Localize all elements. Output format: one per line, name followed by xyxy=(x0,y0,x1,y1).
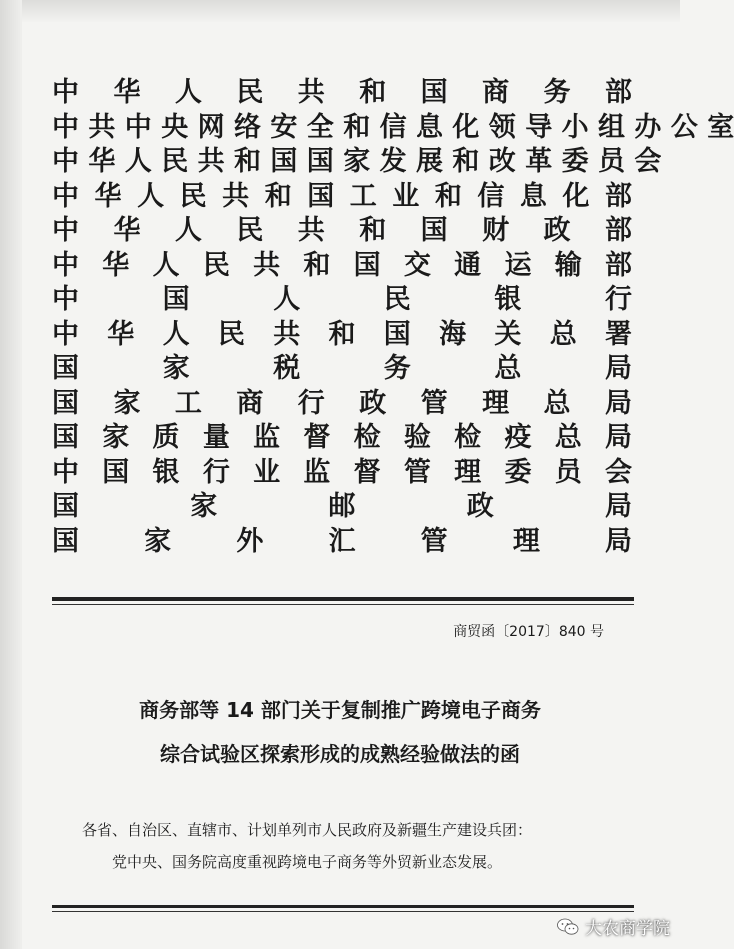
document-title-line-1: 商务部等 14 部门关于复制推广跨境电子商务 xyxy=(139,698,541,722)
document-number: 商贸函〔2017〕840 号 xyxy=(453,624,604,640)
issuing-authorities xyxy=(52,76,734,559)
salutation: 各省、自治区、直辖市、计划单列市人民政府及新疆生产建设兵团： xyxy=(82,821,533,839)
issuer-line: 国 家 外 汇 管 理 局 xyxy=(52,525,632,557)
issuer-line: 中 国 银 行 业 监 督 管 理 委 员 会 xyxy=(52,456,632,488)
header-rule-thick xyxy=(52,597,634,601)
footer-rule-thin xyxy=(52,911,634,912)
issuer-line: 中 共 中 央 网 络 安 全 和 信 息 化 领 导 小 组 办 公 室 xyxy=(52,111,734,143)
issuer-line: 国 家 税 务 总 局 xyxy=(52,353,632,384)
body-paragraph-1: 党中央、国务院高度重视跨境电子商务等外贸新业态发展。 xyxy=(112,853,503,871)
issuer-line: 中 华 人 民 共 和 国 交 通 运 输 部 xyxy=(52,249,632,281)
issuer-line: 国 家 工 商 行 政 管 理 总 局 xyxy=(52,387,632,419)
watermark-text: 大农商学院 xyxy=(585,919,670,939)
issuer-line: 国 家 邮 政 局 xyxy=(52,491,632,522)
page-edge-top xyxy=(0,0,680,22)
issuer-line: 中 国 人 民 银 行 xyxy=(52,284,632,315)
issuer-line: 国 家 质 量 监 督 检 验 检 疫 总 局 xyxy=(52,422,632,453)
document-title-line-2: 综合试验区探索形成的成熟经验做法的函 xyxy=(160,742,520,766)
header-rule-thin xyxy=(52,604,634,605)
watermark xyxy=(557,914,670,939)
issuer-line: 中 华 人 民 共 和 国 工 业 和 信 息 化 部 xyxy=(52,180,632,212)
issuer-line: 中 华 人 民 共 和 国 海 关 总 署 xyxy=(52,318,632,350)
issuer-line: 中 华 人 民 共 和 国 商 务 部 xyxy=(52,77,632,108)
footer-rule-thick xyxy=(52,905,634,908)
issuer-line: 中 华 人 民 共 和 国 国 家 发 展 和 改 革 委 员 会 xyxy=(52,146,662,177)
issuer-line: 中 华 人 民 共 和 国 财 政 部 xyxy=(52,215,632,246)
wechat-icon xyxy=(557,918,579,936)
page-edge-left xyxy=(0,0,22,949)
